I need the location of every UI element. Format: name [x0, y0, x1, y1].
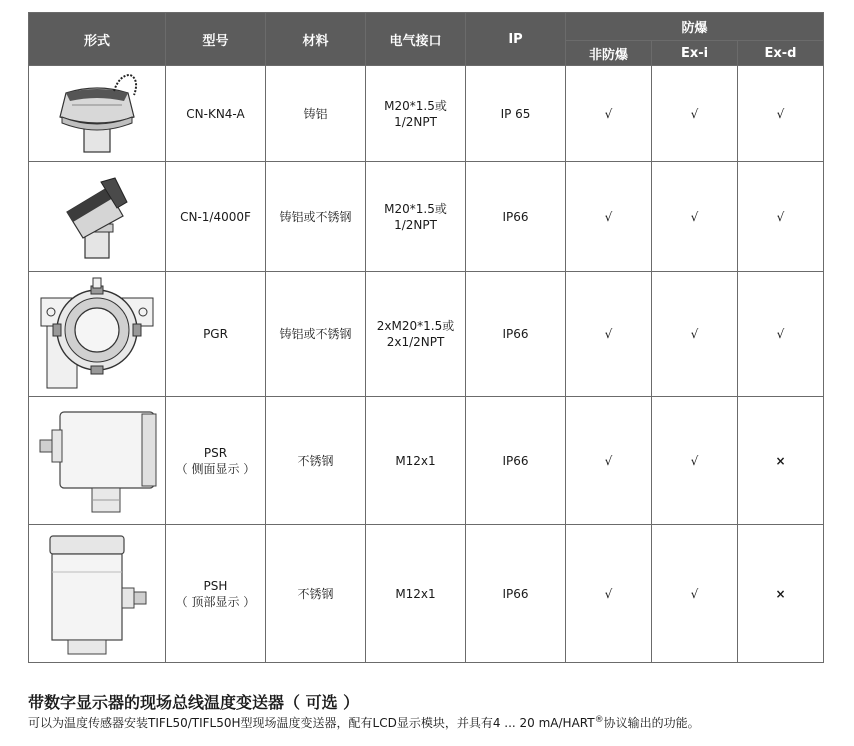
ex-i-mark: √ [652, 162, 738, 272]
table-row [29, 66, 824, 162]
ex-i-mark: √ [652, 272, 738, 397]
model-note: （ 侧面显示 ） [175, 461, 256, 476]
model-note: （ 顶部显示 ） [175, 594, 256, 609]
header-material: 材料 [266, 13, 366, 66]
material-cell: 铸铝或不锈钢 [266, 162, 366, 272]
round-explosion-proof-housing-icon [37, 276, 157, 392]
electrical-cell [366, 162, 466, 272]
electrical-line-1: M20*1.5或 [384, 98, 447, 113]
model-cell [166, 272, 266, 397]
ip-cell: IP66 [466, 525, 566, 663]
model-name: PSR [203, 445, 228, 460]
description-text: 可以为温度传感器安装TIFL50/TIFL50H型现场温度变送器，配有LCD显示模块，并具有4 ... 20 mA/HART [28, 716, 595, 730]
non-ex-mark: √ [566, 272, 652, 397]
electrical-cell [366, 525, 466, 663]
header-non-ex: 非防爆 [566, 41, 652, 66]
ip-cell: IP 65 [466, 66, 566, 162]
material-cell: 不锈钢 [266, 397, 366, 525]
header-electrical: 电气接口 [366, 13, 466, 66]
product-image [29, 272, 166, 397]
material-cell: 铸铝 [266, 66, 366, 162]
electrical-line-2: 1/2NPT [394, 114, 437, 129]
electrical-line-2: 1/2NPT [394, 217, 437, 232]
material-cell: 不锈钢 [266, 525, 366, 663]
model-name: PSH [203, 578, 228, 593]
thermowell-head-with-chain-icon [52, 71, 142, 156]
non-ex-mark: √ [566, 525, 652, 663]
non-ex-mark: √ [566, 397, 652, 525]
table-row [29, 525, 824, 663]
header-model: 型号 [166, 13, 266, 66]
model-cell [166, 525, 266, 663]
table-row [29, 162, 824, 272]
ip-cell: IP66 [466, 162, 566, 272]
section-description [28, 714, 700, 731]
non-ex-mark: √ [566, 162, 652, 272]
ex-d-mark: √ [738, 162, 824, 272]
ip-cell: IP66 [466, 272, 566, 397]
electrical-line-1: M12x1 [395, 586, 436, 601]
model-cell [166, 66, 266, 162]
ex-d-mark: × [738, 397, 824, 525]
ex-i-mark: √ [652, 397, 738, 525]
header-ex-d: Ex-d [738, 41, 824, 66]
model-name: PGR [203, 327, 228, 341]
description-text-end: 协议输出的功能。 [603, 716, 700, 730]
angled-terminal-head-icon [57, 172, 137, 262]
header-ip: IP [466, 13, 566, 66]
header-ex-i: Ex-i [652, 41, 738, 66]
ex-d-mark: × [738, 525, 824, 663]
electrical-line-1: 2xM20*1.5或 [376, 319, 455, 333]
model-name: CN-KN4-A [186, 106, 245, 121]
section-title: 带数字显示器的现场总线温度变送器（ 可选 ） [28, 693, 360, 712]
registered-mark: ® [594, 715, 604, 725]
ex-d-mark: √ [738, 66, 824, 162]
model-cell [166, 162, 266, 272]
non-ex-mark: √ [566, 66, 652, 162]
ip-cell: IP66 [466, 397, 566, 525]
electrical-line-2: 2x1/2NPT [386, 335, 445, 349]
top-display-housing-icon [42, 532, 152, 656]
product-image [29, 162, 166, 272]
side-display-housing-icon [32, 406, 162, 516]
model-cell [166, 397, 266, 525]
electrical-line-1: M20*1.5或 [384, 201, 447, 216]
model-name: CN-1/4000F [180, 209, 251, 224]
product-image [29, 397, 166, 525]
material-cell: 铸铝或不锈钢 [266, 272, 366, 397]
header-form: 形式 [29, 13, 166, 66]
product-image [29, 525, 166, 663]
header-explosion: 防爆 [566, 13, 824, 41]
table-row [29, 272, 824, 397]
ex-i-mark: √ [652, 525, 738, 663]
electrical-cell [366, 397, 466, 525]
electrical-cell [366, 272, 466, 397]
ex-d-mark: √ [738, 272, 824, 397]
ex-i-mark: √ [652, 66, 738, 162]
table-row [29, 397, 824, 525]
product-image [29, 66, 166, 162]
product-table [28, 12, 824, 663]
electrical-cell [366, 66, 466, 162]
electrical-line-1: M12x1 [395, 453, 436, 468]
